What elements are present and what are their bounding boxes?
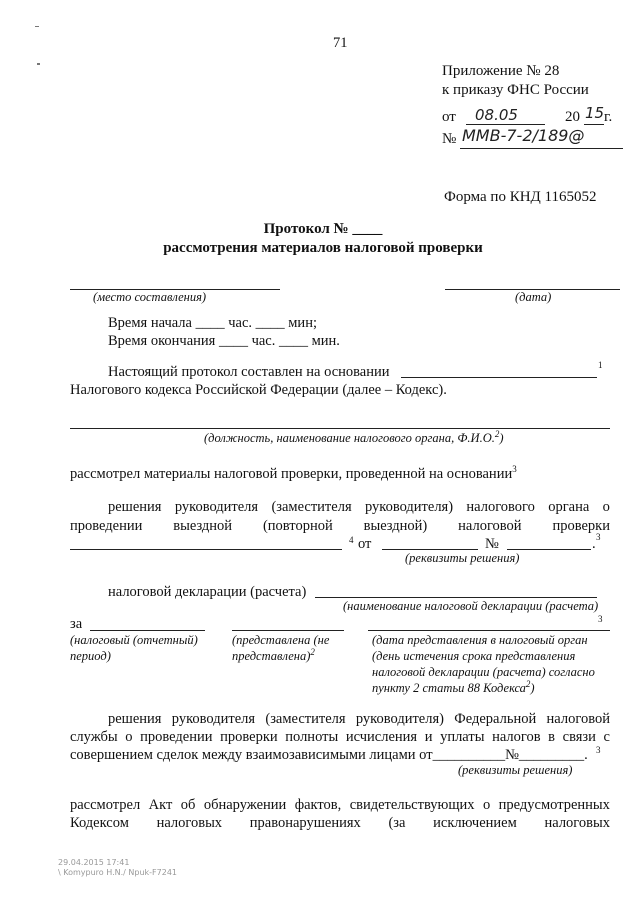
word: о [482, 797, 491, 813]
scan-speck [37, 63, 40, 65]
word: исключением [433, 815, 517, 831]
reviewed-text: рассмотрел материалы налоговой проверки, проведенной на основании$^3$ [70, 464, 517, 482]
word: службы [70, 729, 118, 745]
decision1-line1 [108, 498, 610, 516]
period-label-1: (налоговый (отчетный) [70, 633, 198, 647]
decision1-label: (реквизиты решения) [405, 551, 520, 565]
word: проведении [140, 729, 213, 745]
word: в [548, 729, 556, 745]
word: налогового [466, 499, 535, 515]
date-label: (дата) [515, 290, 552, 304]
word: рассмотрел [70, 797, 141, 813]
scan-speck [35, 26, 39, 27]
word: Кодексом [70, 815, 129, 831]
declaration-footnote: 3 [598, 614, 603, 624]
word: Акт [148, 797, 173, 813]
basis-blank [401, 377, 597, 378]
annex-date-handwritten: 08.05 [475, 106, 518, 124]
word: уплаты [440, 729, 485, 745]
annex-year-prefix: 20 [565, 109, 580, 125]
decision1-footnote3: 3 [596, 532, 601, 542]
decision2-line2 [70, 728, 610, 746]
word: руководителя [174, 499, 259, 515]
word: (повторной [262, 518, 333, 534]
word: налогов [492, 729, 541, 745]
decision1-date-blank [382, 549, 478, 550]
word: проведении [70, 518, 143, 534]
word: Федеральной [454, 711, 537, 727]
basis-line2: Налогового кодекса Российской Федерации (далее – Кодекс). [70, 382, 447, 398]
word: о [125, 729, 133, 745]
word: выездной [173, 518, 233, 534]
decision2-label: (реквизиты решения) [458, 763, 573, 777]
declaration-blank [315, 597, 597, 598]
title-line2: рассмотрения материалов налоговой проверки [163, 240, 483, 256]
word: выездной) [363, 518, 428, 534]
word: органа [548, 499, 590, 515]
word: и [424, 729, 433, 745]
date-submitted-label-1: (дата представления в налоговый орган [372, 633, 588, 647]
submitted-date-blank [368, 630, 610, 631]
word: налоговой [546, 711, 610, 727]
word: налоговых [156, 815, 223, 831]
word: (за [388, 815, 406, 831]
place-label: (место составления) [93, 290, 207, 304]
act-line2 [70, 814, 610, 832]
time-start: Время начала ____ час. ____ мин; [108, 315, 317, 331]
act-line1 [70, 796, 610, 814]
annex-line1: Приложение № 28 [442, 63, 560, 79]
decision1-blank [70, 549, 342, 550]
decision1-num: № [485, 536, 499, 552]
word: проверки [552, 518, 610, 534]
date-submitted-label-2: (день истечения срока представления [372, 649, 576, 663]
page-number: 71 [333, 35, 348, 51]
word: руководителя) [364, 499, 454, 515]
annex-line2: к приказу ФНС России [442, 82, 589, 98]
official-label: (должность, наименование налогового органа, Ф.И.О.$^2$) [204, 428, 504, 445]
word: руководителя) [355, 711, 444, 727]
annex-date-prefix: от [442, 109, 456, 125]
submitted-blank [232, 630, 344, 631]
annex-num-prefix: № [442, 131, 457, 147]
annex-year-handwritten: 15 [585, 104, 605, 122]
word: с [603, 729, 610, 745]
official-line [70, 428, 610, 429]
word: связи [562, 729, 596, 745]
decision2-line1 [108, 710, 610, 728]
word: проверки [220, 729, 278, 745]
word: решения [108, 499, 162, 515]
decision2-footnote: 3 [596, 745, 601, 755]
basis-line1: Настоящий протокол составлен на основании [108, 364, 390, 380]
decision1-footnote4: 4 [349, 535, 354, 545]
word: полноты [285, 729, 339, 745]
word: (заместителя [265, 711, 346, 727]
decision1-num-blank [507, 549, 591, 550]
word: обнаружении [203, 797, 287, 813]
annex-num-line [460, 148, 623, 149]
decision1-line2 [70, 517, 610, 535]
word: решения [108, 711, 162, 727]
footer-stamp-line2: \ Komypuro H.N./ Npuk-F7241 [58, 868, 178, 877]
footer-stamp-line1: 29.04.2015 17:41 [58, 858, 130, 867]
date-submitted-label-3: налоговой декларации (расчета) согласно [372, 665, 595, 679]
word: налоговых [544, 815, 610, 831]
decision1-dot: . [592, 536, 596, 552]
word: об [180, 797, 196, 813]
word: о [602, 499, 610, 515]
annex-num-handwritten: ММВ-7-2/189@ [462, 126, 585, 145]
decision2-line3: совершением сделок между взаимозависимыми лицами от__________№_________. [70, 747, 588, 763]
word: налоговой [458, 518, 522, 534]
period-blank [90, 630, 205, 631]
annex-year-suffix: г. [604, 109, 613, 125]
word: предусмотренных [498, 797, 610, 813]
word: руководителя [171, 711, 256, 727]
word: фактов, [294, 797, 342, 813]
declaration-text: налоговой декларации (расчета) [108, 584, 307, 600]
declaration-label: (наименование налоговой декларации (расчета) [343, 599, 599, 613]
period-label-2: период) [70, 649, 111, 663]
submitted-label-1: (представлена (не [232, 633, 330, 647]
title-line1: Протокол № ____ [263, 221, 383, 237]
annex-date-line [466, 124, 545, 125]
time-end: Время окончания ____ час. ____ мин. [108, 333, 340, 349]
basis-footnote: 1 [598, 360, 603, 370]
decision1-ot: от [358, 536, 372, 552]
declaration-za: за [70, 616, 83, 632]
word: исчисления [345, 729, 418, 745]
submitted-label-2: представлена)$^2$ [232, 646, 315, 663]
word: (заместителя [271, 499, 352, 515]
word: правонарушениях [249, 815, 361, 831]
annex-year-line [584, 124, 604, 125]
word: свидетельствующих [349, 797, 475, 813]
date-submitted-label-4: пункту 2 статьи 88 Кодекса$^2$) [372, 678, 535, 695]
form-code: Форма по КНД 1165052 [444, 189, 597, 205]
